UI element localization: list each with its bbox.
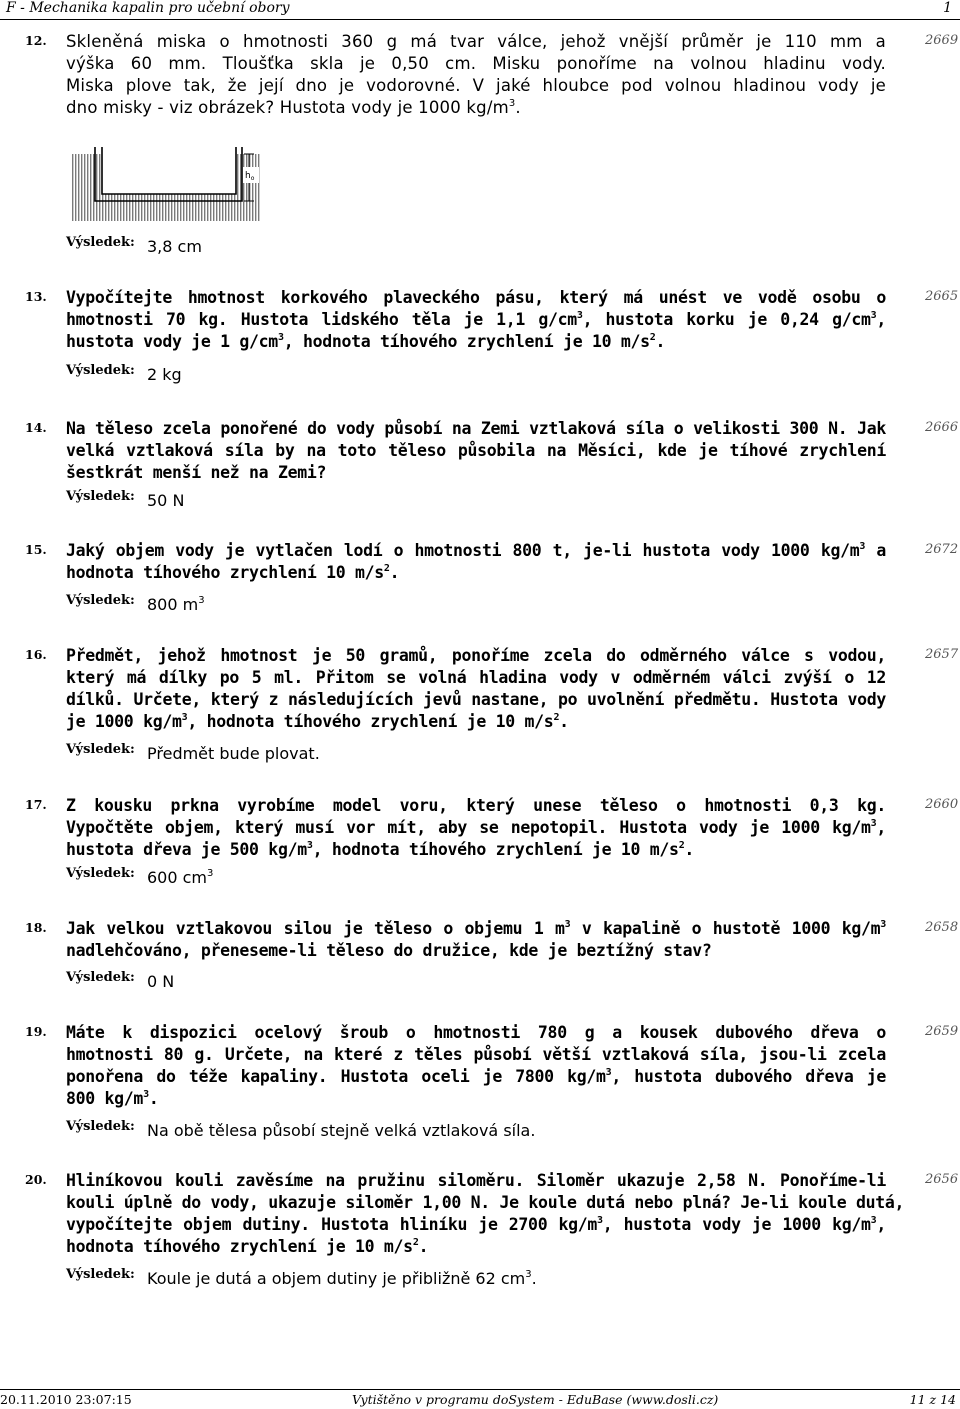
problem-number: 19. xyxy=(25,1024,47,1039)
depth-label: $h_o$ xyxy=(245,171,255,182)
problem-code: 2665 xyxy=(925,289,959,304)
problem-number: 17. xyxy=(25,797,47,812)
result-value: 800 $m^3$ xyxy=(147,595,205,614)
footer-divider xyxy=(0,1389,960,1390)
dish-interior xyxy=(102,147,236,194)
problem-text-line: hmotnosti 70 kg. Hustota lidského těla je 1,1 $g/cm^3$, hustota korku je 0,24 $g/cm^3$, xyxy=(66,310,886,329)
problem-text-line: Z kousku prkna vyrobíme model voru, který unese těleso o hmotnosti 0,3 kg. xyxy=(66,796,886,815)
problem-text-line: kouli úplně do vody, ukazuje siloměr 1,00 N. Je koule dutá nebo plná? Je-li koule dutá, xyxy=(66,1193,905,1212)
problem-text-line: šestkrát menší než na Zemi? xyxy=(66,463,327,482)
page-number: 1 xyxy=(943,0,952,16)
problem-number: 12. xyxy=(25,33,47,48)
result-label: Výsledek: xyxy=(66,593,135,608)
problem-code: 2658 xyxy=(925,920,959,935)
printed-by-note: Vytištěno v programu doSystem - EduBase (www.dosli.cz) xyxy=(352,1392,719,1407)
problem-code: 2669 xyxy=(925,33,959,48)
result-value: 50 N xyxy=(147,491,185,510)
problem-text-line: Vypočítejte hmotnost korkového plaveckého pásu, který má unést ve vodě osobu o xyxy=(66,288,886,307)
result-label: Výsledek: xyxy=(66,970,135,985)
problem-text xyxy=(66,540,886,584)
problem-text xyxy=(66,31,886,119)
problem-number: 14. xyxy=(25,420,47,435)
problem-text-line: dno misky - viz obrázek? Hustota vody je 1000 $kg/m^3$. xyxy=(66,98,521,117)
problem-text xyxy=(66,795,886,861)
problem-text-line: Předmět, jehož hmotnost je 50 gramů, ponoříme zcela do odměrného válce s vodou, xyxy=(66,646,886,665)
result-label: Výsledek: xyxy=(66,866,135,881)
problem-code: 2657 xyxy=(925,647,959,662)
problem-number: 13. xyxy=(25,289,47,304)
problem-text-line: Miska plove tak, že její dno je vodorovné. V jaké hloubce pod volnou hladinou vody je xyxy=(66,76,886,95)
problem-code: 2666 xyxy=(925,420,959,435)
document-title: F - Mechanika kapalin pro učební obory xyxy=(6,0,290,16)
problem-code: 2672 xyxy=(925,542,959,557)
result-value: Předmět bude plovat. xyxy=(147,744,320,763)
result-label: Výsledek: xyxy=(66,742,135,757)
problem-text-line: Jak velkou vztlakovou silou je těleso o objemu 1 $m^3$ v kapalině o hustotě 1000 $kg/m^3$ xyxy=(66,919,886,938)
problem-text-line: dílků. Určete, který z následujících jevů nastane, po uvolnění předmětu. Hustota vody xyxy=(66,690,886,709)
result-value: Na obě tělesa působí stejně velká vztlaková síla. xyxy=(147,1121,536,1140)
dish-in-water-figure xyxy=(72,147,260,221)
problem-text xyxy=(66,418,886,484)
problem-text-line: Na těleso zcela ponořené do vody působí na Zemi vztlaková síla o velikosti 300 N. Jak xyxy=(66,419,886,438)
result-label: Výsledek: xyxy=(66,1119,135,1134)
header-divider xyxy=(0,19,960,20)
problem-text-line: Skleněná miska o hmotnosti 360 g má tvar válce, jehož vnější průměr je 110 mm a xyxy=(66,32,886,51)
problem-text-line: hustota vody je 1 $g/cm^3$, hodnota tíhového zrychlení je 10 $m/s^2$. xyxy=(66,332,666,351)
problem-text xyxy=(66,645,886,733)
problem-text-line: hmotnosti 80 g. Určete, na které z těles působí větší vztlaková síla, jsou-li zcela xyxy=(66,1045,886,1064)
problem-text-line: velká vztlaková síla by na toto těleso působila na Měsíci, kde je tíhové zrychlení xyxy=(66,441,886,460)
problem-text-line: Hliníkovou kouli zavěsíme na pružinu siloměru. Siloměr ukazuje 2,58 N. Ponoříme-li xyxy=(66,1171,886,1190)
problem-text-line: Jaký objem vody je vytlačen lodí o hmotnosti 800 t, je-li hustota vody 1000 $kg/m^3$ a xyxy=(66,541,886,560)
problem-text-line: ponořena do téže kapaliny. Hustota oceli je 7800 $kg/m^3$, hustota dubového dřeva je xyxy=(66,1067,886,1086)
problem-text-line: který má dílky po 5 ml. Přitom se volná hladina vody v odměrném válci zvýší o 12 xyxy=(66,668,886,687)
problem-text xyxy=(66,1022,886,1110)
problem-text-line: výška 60 mm. Tloušťka skla je 0,50 cm. Misku ponoříme na volnou hladinu vody. xyxy=(66,54,886,73)
result-label: Výsledek: xyxy=(66,489,135,504)
problem-code: 2660 xyxy=(925,797,959,812)
problem-code: 2659 xyxy=(925,1024,959,1039)
result-label: Výsledek: xyxy=(66,1267,135,1282)
problem-number: 16. xyxy=(25,647,47,662)
result-value: 3,8 cm xyxy=(147,237,202,256)
problem-text-line: Vypočtěte objem, který musí vor mít, aby se nepotopil. Hustota vody je 1000 $kg/m^3$, xyxy=(66,818,886,837)
problem-text-line: hustota dřeva je 500 $kg/m^3$, hodnota tíhového zrychlení je 10 $m/s^2$. xyxy=(66,840,695,859)
problem-number: 20. xyxy=(25,1172,47,1187)
page-count: 11 z 14 xyxy=(909,1392,956,1407)
problem-text xyxy=(66,287,886,353)
problem-text-line: nadlehčováno, přeneseme-li těleso do družice, kde je beztížný stav? xyxy=(66,941,712,960)
result-value: 0 N xyxy=(147,972,175,991)
result-label: Výsledek: xyxy=(66,363,135,378)
problem-text xyxy=(66,918,886,962)
problem-text-line: Máte k dispozici ocelový šroub o hmotnosti 780 g a kousek dubového dřeva o xyxy=(66,1023,886,1042)
result-value: 2 kg xyxy=(147,365,182,384)
problem-text-line: vypočítejte objem dutiny. Hustota hliníku je 2700 $kg/m^3$, hustota vody je 1000 $kg/m^3$, xyxy=(66,1215,886,1234)
result-value: Koule je dutá a objem dutiny je přibližně 62 $cm^3$. xyxy=(147,1269,537,1288)
problem-text-line: je 1000 $kg/m^3$, hodnota tíhového zrychlení je 10 $m/s^2$. xyxy=(66,712,569,731)
problem-text-line: 800 $kg/m^3$. xyxy=(66,1089,159,1108)
problem-text-line: hodnota tíhového zrychlení 10 $m/s^2$. xyxy=(66,563,400,582)
problem-text-line: hodnota tíhového zrychlení je 10 $m/s^2$. xyxy=(66,1237,429,1256)
result-value: 600 $cm^3$ xyxy=(147,868,214,887)
problem-text xyxy=(66,1170,905,1258)
print-timestamp: 20.11.2010 23:07:15 xyxy=(0,1392,132,1407)
result-label: Výsledek: xyxy=(66,235,135,250)
problem-number: 15. xyxy=(25,542,47,557)
problem-number: 18. xyxy=(25,920,47,935)
problem-code: 2656 xyxy=(925,1172,959,1187)
